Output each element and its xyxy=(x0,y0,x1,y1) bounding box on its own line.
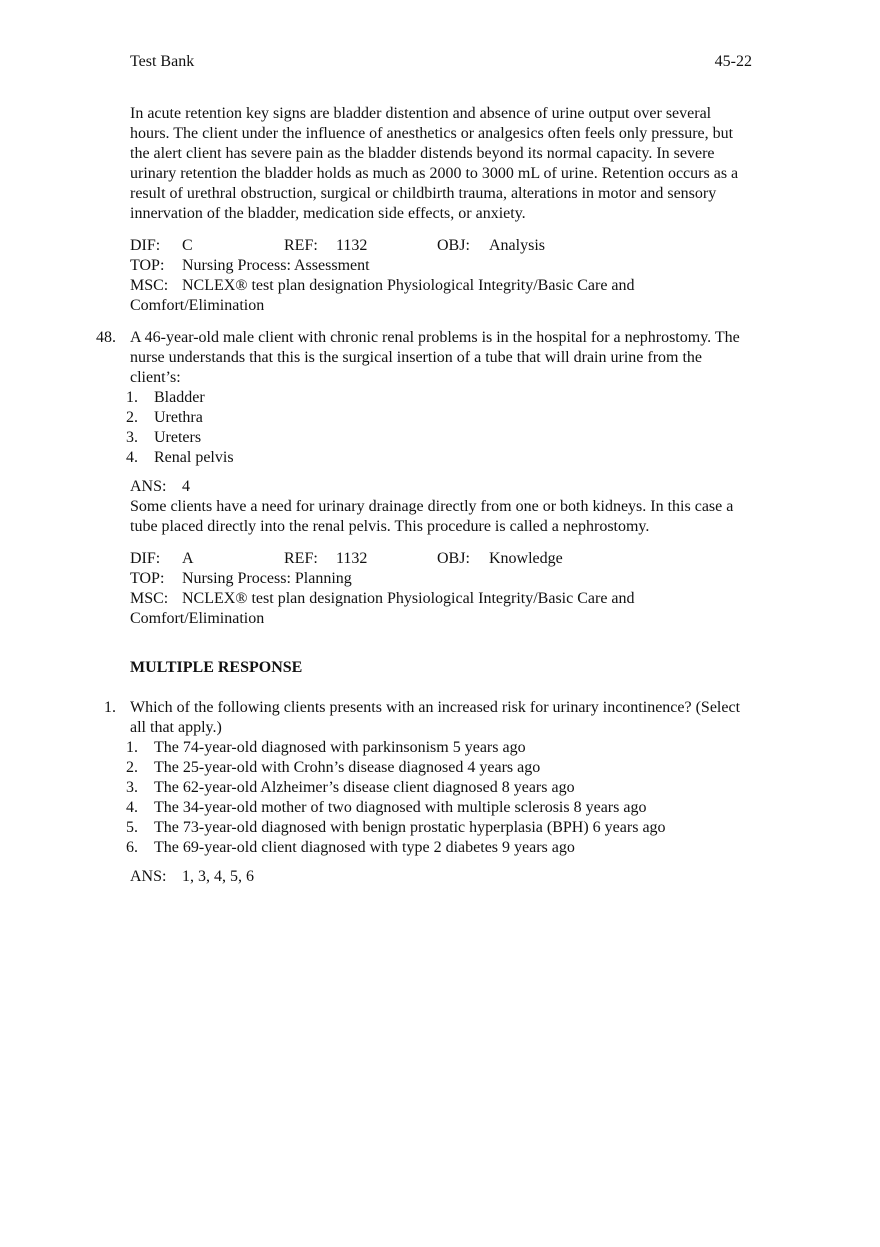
question-48 xyxy=(96,328,754,629)
answer-option xyxy=(126,738,754,758)
answer-option xyxy=(126,408,754,428)
ref-value: 1132 xyxy=(336,550,368,567)
option-text: The 73-year-old diagnosed with benign prostatic hyperplasia (BPH) 6 years ago xyxy=(154,819,666,836)
answer-option xyxy=(126,448,754,468)
option-text: Urethra xyxy=(154,409,203,426)
ans-value: 1, 3, 4, 5, 6 xyxy=(182,868,254,885)
option-number: 4. xyxy=(126,449,138,466)
header-page-number: 45-22 xyxy=(714,53,752,70)
previous-meta-row xyxy=(130,236,754,256)
answer-options xyxy=(126,388,754,468)
option-number: 5. xyxy=(126,819,138,836)
msc-label: MSC: xyxy=(130,277,169,294)
page-header xyxy=(130,52,752,72)
dif-value: C xyxy=(182,237,193,254)
previous-msc xyxy=(130,276,754,296)
option-text: The 62-year-old Alzheimer’s disease client diagnosed 8 years ago xyxy=(154,779,575,796)
answer-key xyxy=(130,477,754,497)
question-topic xyxy=(130,569,754,589)
multiple-response-question-1 xyxy=(104,698,754,887)
msc-value: NCLEX® test plan designation Physiological Integrity/Basic Care and xyxy=(182,277,635,294)
option-text: Renal pelvis xyxy=(154,449,234,466)
top-label: TOP: xyxy=(130,257,165,274)
question-msc xyxy=(130,589,754,609)
option-text: The 34-year-old mother of two diagnosed with multiple sclerosis 8 years ago xyxy=(154,799,647,816)
option-number: 3. xyxy=(126,779,138,796)
option-text: Bladder xyxy=(154,389,205,406)
top-value: Nursing Process: Planning xyxy=(182,570,352,587)
previous-topic xyxy=(130,256,754,276)
answer-option xyxy=(126,838,754,858)
obj-label: OBJ: xyxy=(437,237,470,254)
msc-continuation: Comfort/Elimination xyxy=(130,610,265,627)
answer-options xyxy=(126,738,754,858)
header-book-title: Test Bank xyxy=(130,53,195,70)
option-number: 3. xyxy=(126,429,138,446)
question-stem: Which of the following clients presents with an increased risk for urinary incontinence? (Select all that apply.) xyxy=(130,699,741,736)
ans-value: 4 xyxy=(182,478,190,495)
question-meta-row xyxy=(130,549,754,569)
option-number: 1. xyxy=(126,389,138,406)
question-number: 48. xyxy=(96,329,116,346)
ans-label: ANS: xyxy=(130,478,167,495)
ref-label: REF: xyxy=(284,237,318,254)
ans-label: ANS: xyxy=(130,868,167,885)
top-value: Nursing Process: Assessment xyxy=(182,257,370,274)
top-label: TOP: xyxy=(130,570,165,587)
answer-option xyxy=(126,428,754,448)
answer-option xyxy=(126,778,754,798)
answer-option xyxy=(126,388,754,408)
question-number: 1. xyxy=(104,699,116,716)
question-stem: A 46-year-old male client with chronic renal problems is in the hospital for a nephrostomy. The nurse understands that this is the surgical insertion of a tube that will drain urine from the client’s: xyxy=(130,329,740,386)
option-text: The 74-year-old diagnosed with parkinsonism 5 years ago xyxy=(154,739,526,756)
msc-label: MSC: xyxy=(130,590,169,607)
option-number: 2. xyxy=(126,409,138,426)
option-text: The 25-year-old with Crohn’s disease diagnosed 4 years ago xyxy=(154,759,541,776)
option-text: Ureters xyxy=(154,429,202,446)
dif-value: A xyxy=(182,550,194,567)
answer-option xyxy=(126,798,754,818)
obj-label: OBJ: xyxy=(437,550,470,567)
section-title: MULTIPLE RESPONSE xyxy=(130,659,303,676)
answer-option xyxy=(126,818,754,838)
answer-option xyxy=(126,758,754,778)
option-number: 6. xyxy=(126,839,138,856)
msc-continuation: Comfort/Elimination xyxy=(130,297,265,314)
option-text: The 69-year-old client diagnosed with type 2 diabetes 9 years ago xyxy=(154,839,575,856)
page-content xyxy=(96,104,754,887)
msc-value: NCLEX® test plan designation Physiological Integrity/Basic Care and xyxy=(182,590,635,607)
option-number: 4. xyxy=(126,799,138,816)
dif-label: DIF: xyxy=(130,550,161,567)
option-number: 2. xyxy=(126,759,138,776)
dif-label: DIF: xyxy=(130,237,161,254)
obj-value: Knowledge xyxy=(489,550,563,567)
previous-rationale: In acute retention key signs are bladder distention and absence of urine output over several hours. The client under the influence of anesthetics or analgesics often feels only pressure, but the alert client has severe pain as the bladder distends beyond its normal capacity. In severe urinary retention the bladder holds as much as 2000 to 3000 mL of urine. Retention occurs as a result of urethral obstruction, surgical or childbirth trauma, alterations in motor and sensory innervation of the bladder, medication side effects, or anxiety. xyxy=(130,105,739,222)
obj-value: Analysis xyxy=(489,237,545,254)
question-rationale: Some clients have a need for urinary drainage directly from one or both kidneys. In this case a tube placed directly into the renal pelvis. This procedure is called a nephrostomy. xyxy=(130,498,734,535)
option-number: 1. xyxy=(126,739,138,756)
answer-key xyxy=(130,867,754,887)
ref-label: REF: xyxy=(284,550,318,567)
ref-value: 1132 xyxy=(336,237,368,254)
